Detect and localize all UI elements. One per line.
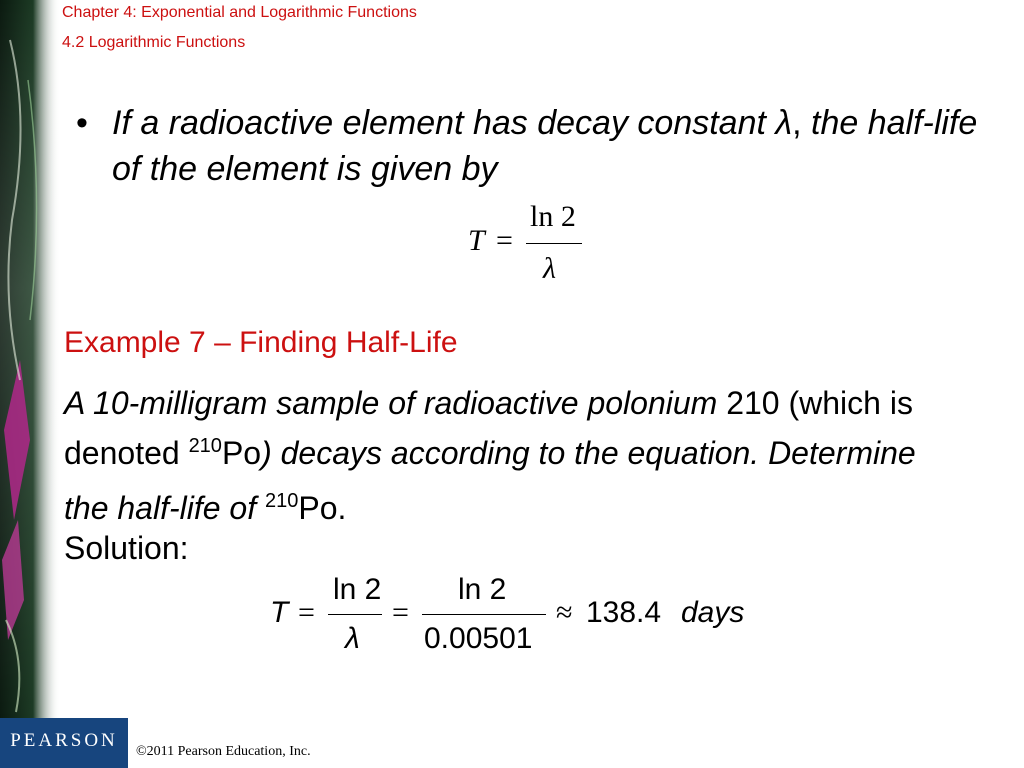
section-title: 4.2 Logarithmic Functions [62, 34, 246, 51]
solution-numerator-1: ln 2 [333, 573, 382, 606]
solution-lhs: T [270, 596, 289, 629]
bullet-text-part2: the half-life of the element is given by [112, 104, 978, 188]
approx-symbol: ≈ [556, 596, 573, 629]
solution-unit: days [681, 596, 745, 629]
example-text-c: -milligram sample of radioactive polonium [128, 385, 718, 421]
pearson-logo-text: PEARSON [10, 730, 118, 751]
solution-fraction-bar-1 [328, 614, 382, 615]
example-title: Example 7 – Finding Half-Life [64, 326, 458, 359]
lambda-symbol: λ [775, 104, 793, 142]
solution-equals-1: = [298, 596, 315, 629]
pearson-logo [0, 718, 128, 768]
element-symbol-1: Po [221, 435, 262, 471]
solution-label: Solution: [64, 530, 189, 566]
formula-numerator: ln 2 [530, 200, 576, 233]
bullet-text-part1: If a radioactive element has decay constant [112, 104, 776, 142]
formula-denominator: λ [543, 252, 556, 285]
solution-fraction-bar-2 [422, 614, 546, 615]
solution-denominator-2: 0.00501 [424, 622, 533, 655]
solution-denominator-1: λ [345, 622, 360, 655]
solution-equals-2: = [392, 596, 409, 629]
solution-numerator-2: ln 2 [458, 573, 507, 606]
formula-equals: = [496, 224, 513, 257]
example-text-f: ) decays according to the equation. Determine the half-life of [64, 435, 916, 526]
bullet-comma: , [792, 104, 802, 142]
example-text-d: 210 (which is denoted [64, 385, 913, 471]
element-symbol-2: Po. [298, 490, 347, 526]
isotope-superscript-2: 210 [265, 490, 299, 512]
solution-result: 138.4 [586, 596, 662, 629]
bullet-marker: • [76, 104, 88, 142]
example-text-a: A [64, 385, 85, 421]
example-text-b: 10 [84, 385, 129, 421]
formula-lhs: T [468, 224, 485, 257]
isotope-superscript-1: 210 [188, 435, 222, 457]
copyright-notice: ©2011 Pearson Education, Inc. [136, 744, 311, 759]
chapter-title: Chapter 4: Exponential and Logarithmic Functions [62, 4, 417, 21]
